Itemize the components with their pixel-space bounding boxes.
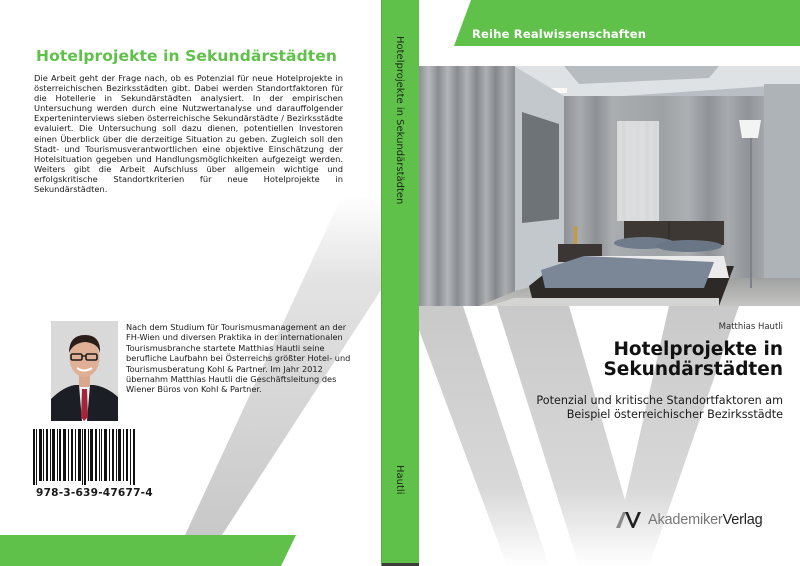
av-logo-icon xyxy=(616,512,642,528)
publisher-name-dark: Verlag xyxy=(722,512,763,528)
back-cover xyxy=(0,0,381,566)
isbn-number: 978-3-639-47677-4 xyxy=(36,487,153,499)
green-accent-bar xyxy=(0,535,300,566)
front-title xyxy=(443,340,783,380)
cover-photo-bedroom xyxy=(419,66,800,306)
book-spine xyxy=(381,0,419,566)
author-photo xyxy=(51,321,118,421)
front-title-line-2: Sekundärstädten xyxy=(603,359,783,380)
spine-author: Hautli xyxy=(394,465,405,495)
front-subtitle-line-1: Potenzial und kritische Standortfaktoren am xyxy=(536,394,783,407)
back-blurb: Die Arbeit geht der Frage nach, ob es Potenzial für neue Hotelprojekte in österreichischen Bezirksstädten gibt. Dabei werden Standortfaktoren für die Hotellerie in Sekundärstädten analysiert. In der empirischen Untersuchung werden durch eine Nutzwertanalyse und darauffolgender Experteninterviews sieben österreichische Sekundärstädte / Bezirksstädte evaluiert. Die Untersuchung soll dazu dienen, potentiellen Investoren einen Überblick über die derzeitige Situation zu geben. Zugleich soll den Stadt- und Tourismusverantwortlichen eine objektive Einschätzung der Hotelsituation gegeben und Handlungsmöglichkeiten aufgezeigt werden. Weiters gibt die Arbeit Aufschluss über allgemein wichtige und erfolgskritische Standortkriterien für neue Hotelprojekte in Sekundärstädten. xyxy=(34,73,343,195)
publisher-logo-block xyxy=(616,509,762,531)
publisher-name xyxy=(648,512,762,528)
publisher-name-light: Akademiker xyxy=(648,512,723,528)
front-title-line-1: Hotelprojekte in xyxy=(613,339,783,360)
front-cover xyxy=(419,0,800,566)
front-author: Matthias Hautli xyxy=(718,322,783,332)
series-label: Reihe Realwissenschaften xyxy=(472,27,647,41)
spine-title: Hotelprojekte in Sekundärstädten xyxy=(394,36,405,205)
barcode xyxy=(31,429,139,485)
author-bio: Nach dem Studium für Tourismusmanagement an der FH-Wien und diversen Praktika in der internationalen Tourismusbranche startete Matthias Hautli seine berufliche Laufbahn bei Österreichs größter Hotel- und Tourismusberatung Kohl & Partner. Im Jahr 2012 übernahm Matthias Hautli die Geschäftsleitung des Wiener Büros von Kohl & Partner. xyxy=(126,322,351,395)
front-subtitle xyxy=(423,394,783,421)
front-subtitle-line-2: Beispiel österreichischer Bezirksstädte xyxy=(566,407,783,421)
back-title: Hotelprojekte in Sekundärstädten xyxy=(36,47,338,65)
